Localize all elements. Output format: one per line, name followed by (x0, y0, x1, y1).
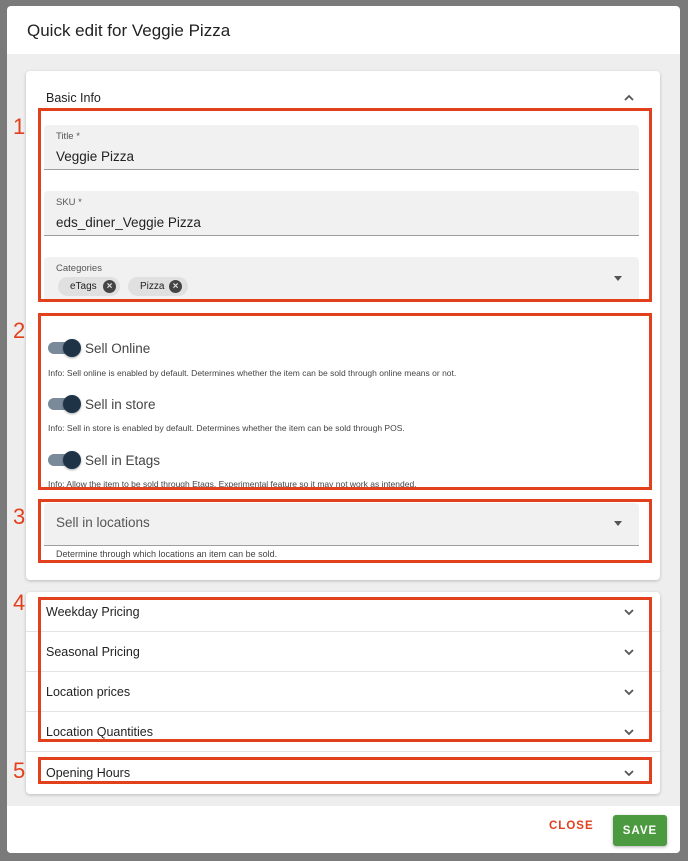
callout-number: 4 (13, 590, 26, 615)
title-field-label: Title * (56, 131, 80, 142)
chevron-up-icon[interactable] (622, 91, 636, 105)
chip-label: eTags (70, 281, 97, 292)
callout-number: 5 (13, 758, 26, 783)
categories-field-label: Categories (56, 263, 102, 274)
sell-in-locations-placeholder: Sell in locations (56, 515, 150, 530)
close-button[interactable]: CLOSE (549, 820, 594, 832)
sell-in-store-info: Info: Sell in store is enabled by default. Determines whether the item can be sold through POS. (48, 423, 405, 433)
sell-in-etags-info: Info: Allow the item to be sold through Etags. Experimental feature so it may not work as intended. (48, 479, 417, 489)
callout-box-pricing (38, 597, 652, 742)
dialog-title: Quick edit for Veggie Pizza (27, 21, 231, 40)
remove-chip-icon[interactable]: × (103, 280, 116, 293)
sell-in-etags-label: Sell in Etags (85, 453, 161, 468)
sell-in-store-label: Sell in store (85, 397, 156, 412)
basic-info-heading[interactable]: Basic Info (46, 91, 101, 105)
sku-field-label: SKU * (56, 197, 82, 208)
accordion-label: Location Quantities (46, 725, 154, 739)
callout-number: 3 (13, 504, 26, 529)
callout-box-toggles (38, 313, 652, 490)
accordion-label: Opening Hours (46, 766, 131, 780)
callout-number: 1 (13, 114, 26, 139)
sell-in-locations-helper: Determine through which locations an item can be sold. (56, 549, 278, 559)
title-field-value[interactable]: Veggie Pizza (56, 149, 135, 164)
sell-online-info: Info: Sell online is enabled by default. Determines whether the item can be sold through online means or not. (48, 368, 457, 378)
callout-box-locations (38, 499, 652, 563)
accordion-label: Weekday Pricing (46, 605, 140, 619)
sku-field-value[interactable]: eds_diner_Veggie Pizza (56, 215, 201, 230)
dialog-footer (7, 806, 680, 853)
save-button[interactable]: SAVE (613, 815, 667, 846)
dialog-header (7, 6, 680, 54)
callout-number: 2 (13, 318, 26, 343)
sell-online-label: Sell Online (85, 341, 151, 356)
callout-box-opening-hours (38, 757, 652, 784)
accordion-label: Location prices (46, 685, 131, 699)
accordion-label: Seasonal Pricing (46, 645, 140, 659)
callout-box-basic-fields (38, 108, 652, 302)
chip-label: Pizza (140, 281, 165, 292)
remove-chip-icon[interactable]: × (169, 280, 182, 293)
